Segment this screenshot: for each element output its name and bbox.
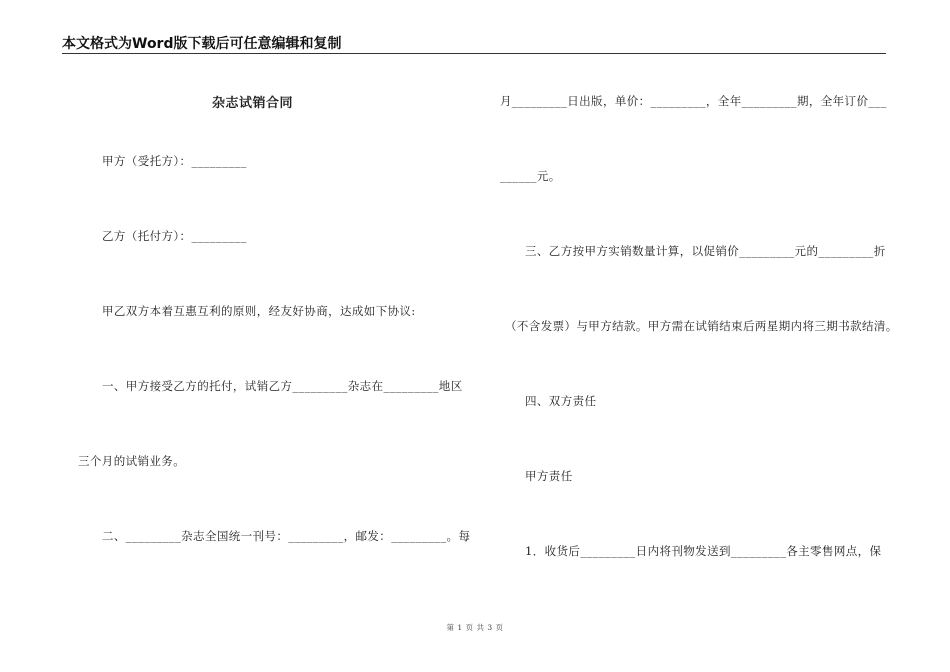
clause-1-line-1: 一、甲方接受乙方的托付，试销乙方_________杂志在_________地区 xyxy=(102,379,463,393)
clause-3-line-2: （不含发票）与甲方结款。甲方需在试销结束后两星期内将三期书款结清。 xyxy=(505,319,898,333)
clause-1-line-2: 三个月的试销业务。 xyxy=(78,454,186,468)
agreement-intro: 甲乙双方本着互惠互利的原则，经友好协商，达成如下协议: xyxy=(102,304,416,318)
header-rule xyxy=(62,53,886,54)
page-number: 第 1 页 共 3 页 xyxy=(446,623,504,632)
clause-3-line-1: 三、乙方按甲方实销数量计算，以促销价_________元的_________折 xyxy=(525,244,886,258)
duty-1-line: 1．收货后_________日内将刊物发送到_________各主零售网点，保 xyxy=(525,544,882,558)
clause-2-line-3: ______元。 xyxy=(500,169,561,183)
clause-2-line-1: 二、_________杂志全国统一刊号：_________，邮发：_________。每 xyxy=(102,529,471,543)
party-a-duties-heading: 甲方责任 xyxy=(525,469,573,483)
party-a-line: 甲方（受托方）：_________ xyxy=(102,154,247,168)
clause-2-line-2: 月_________日出版，单价：_________，全年_________期，全年订价___ xyxy=(500,94,887,108)
document-title: 杂志试销合同 xyxy=(212,96,294,111)
party-b-line: 乙方（托付方）：_________ xyxy=(102,229,247,243)
clause-4-heading: 四、双方责任 xyxy=(525,394,597,408)
document-header: 本文格式为Word版下载后可任意编辑和复制 xyxy=(62,36,342,52)
